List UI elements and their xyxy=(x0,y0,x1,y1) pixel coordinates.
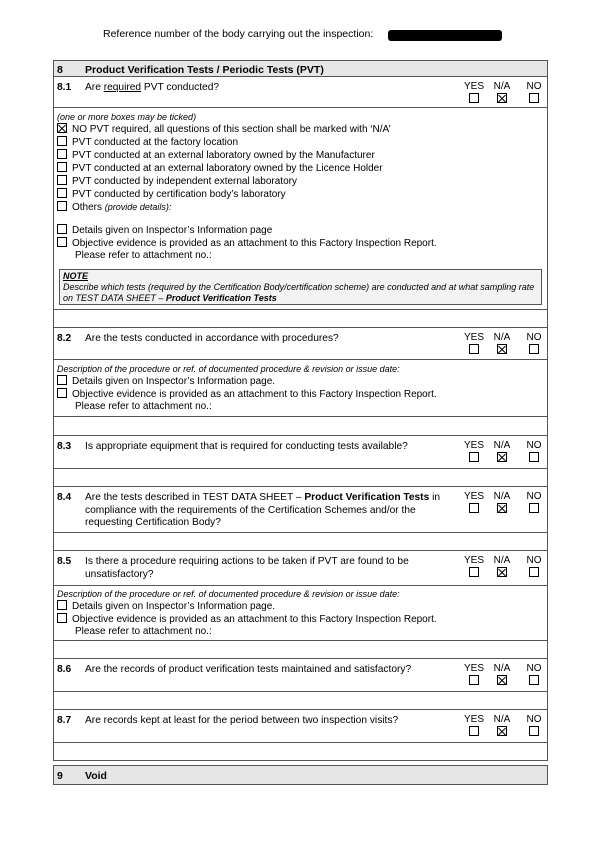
na-checkbox[interactable] xyxy=(497,567,507,577)
option-objective-evidence[interactable]: Objective evidence is provided as an attachment to this Factory Inspection Report. xyxy=(57,613,437,627)
option-objective-evidence[interactable]: Objective evidence is provided as an attachment to this Factory Inspection Report. xyxy=(57,388,437,402)
yes-checkbox[interactable] xyxy=(469,344,479,354)
na-checkbox[interactable] xyxy=(497,452,507,462)
attachment-reference: Please refer to attachment no.: xyxy=(75,250,212,261)
option-cb-lab[interactable]: PVT conducted by certification body’s laboratory xyxy=(57,188,286,202)
section-number: 9 xyxy=(57,770,63,782)
section-9-header xyxy=(53,765,548,785)
no-option[interactable]: NO xyxy=(522,440,546,462)
question-number: 8.7 xyxy=(57,715,72,726)
checkbox[interactable] xyxy=(57,188,67,198)
reference-label: Reference number of the body carrying out the inspection: xyxy=(103,28,374,40)
checkbox[interactable] xyxy=(57,388,67,398)
attachment-reference: Please refer to attachment no.: xyxy=(75,626,212,637)
question-8-3 xyxy=(53,435,548,469)
checkbox[interactable] xyxy=(57,613,67,623)
option-others[interactable]: Others (provide details): xyxy=(57,201,171,215)
no-checkbox[interactable] xyxy=(529,503,539,513)
blank-row xyxy=(53,416,548,436)
option-manufacturer-lab[interactable]: PVT conducted at an external laboratory owned by the Manufacturer xyxy=(57,149,375,163)
yes-checkbox[interactable] xyxy=(469,567,479,577)
options-hint: (one or more boxes may be ticked) xyxy=(57,112,197,122)
checkbox[interactable] xyxy=(57,224,67,234)
blank-row xyxy=(53,640,548,659)
yes-checkbox[interactable] xyxy=(469,726,479,736)
no-checkbox[interactable] xyxy=(529,726,539,736)
blank-row xyxy=(53,309,548,328)
checkbox[interactable] xyxy=(57,600,67,610)
checkbox[interactable] xyxy=(57,162,67,172)
description-hint: Description of the procedure or ref. of documented procedure & revision or issue date: xyxy=(57,364,400,374)
no-checkbox[interactable] xyxy=(529,675,539,685)
na-checkbox[interactable] xyxy=(497,93,507,103)
blank-row xyxy=(53,691,548,710)
question-8-5 xyxy=(53,550,548,586)
yes-checkbox[interactable] xyxy=(469,675,479,685)
note-box: NOTE Describe which tests (required by the Certification Body/certification scheme) are conducted and at what sampling rate on TEST DATA SHEET – Product Verification Tests xyxy=(59,269,542,305)
attachment-reference: Please refer to attachment no.: xyxy=(75,401,212,412)
no-checkbox[interactable] xyxy=(529,567,539,577)
yes-checkbox[interactable] xyxy=(469,452,479,462)
checkbox[interactable] xyxy=(57,375,67,385)
question-number: 8.3 xyxy=(57,441,72,452)
no-checkbox[interactable] xyxy=(529,452,539,462)
option-factory[interactable]: PVT conducted at the factory location xyxy=(57,136,238,150)
option-independent-lab[interactable]: PVT conducted by independent external laboratory xyxy=(57,175,297,189)
section-number: 8 xyxy=(57,64,63,76)
na-checkbox[interactable] xyxy=(497,675,507,685)
na-option[interactable]: N/A xyxy=(490,663,514,685)
checkbox[interactable] xyxy=(57,237,67,247)
question-8-1 xyxy=(53,76,548,108)
option-details[interactable]: Details given on Inspector’s Information page. xyxy=(57,375,275,389)
yes-option[interactable]: YES xyxy=(462,714,486,736)
question-8-1-details xyxy=(53,107,548,310)
no-option[interactable]: NO xyxy=(522,555,546,577)
question-text: Is appropriate equipment that is required for conducting tests available? xyxy=(85,441,408,452)
checkbox[interactable] xyxy=(57,201,67,211)
yes-option[interactable]: YES xyxy=(462,81,486,103)
yes-option[interactable]: YES xyxy=(462,663,486,685)
blank-row xyxy=(53,742,548,761)
question-8-2-details xyxy=(53,359,548,417)
question-text: Are the tests described in TEST DATA SHEET – Product Verification Tests in compliance with the requirements of the Certification Schemes and/or the requesting Certification Body? xyxy=(85,492,440,528)
na-option[interactable]: N/A xyxy=(490,491,514,513)
question-number: 8.2 xyxy=(57,333,72,344)
question-text: Are the records of product verification tests maintained and satisfactory? xyxy=(85,664,412,675)
option-licence-holder-lab[interactable]: PVT conducted at an external laboratory owned by the Licence Holder xyxy=(57,162,383,176)
no-checkbox[interactable] xyxy=(529,344,539,354)
no-option[interactable]: NO xyxy=(522,332,546,354)
na-checkbox[interactable] xyxy=(497,503,507,513)
question-8-6 xyxy=(53,658,548,692)
option-details[interactable]: Details given on Inspector’s Information page. xyxy=(57,600,275,614)
na-checkbox[interactable] xyxy=(497,726,507,736)
question-8-5-details xyxy=(53,585,548,641)
question-8-4 xyxy=(53,486,548,533)
no-checkbox[interactable] xyxy=(529,93,539,103)
no-option[interactable]: NO xyxy=(522,81,546,103)
na-option[interactable]: N/A xyxy=(490,555,514,577)
option-details[interactable]: Details given on Inspector’s Information page xyxy=(57,224,272,238)
na-checkbox[interactable] xyxy=(497,344,507,354)
section-title: Product Verification Tests / Periodic Tests (PVT) xyxy=(85,64,324,76)
na-option[interactable]: N/A xyxy=(490,714,514,736)
checkbox[interactable] xyxy=(57,136,67,146)
section-title: Void xyxy=(85,770,107,782)
question-text: Are required PVT conducted? xyxy=(85,82,220,93)
no-option[interactable]: NO xyxy=(522,714,546,736)
description-hint: Description of the procedure or ref. of documented procedure & revision or issue date: xyxy=(57,589,400,599)
question-number: 8.5 xyxy=(57,556,72,567)
na-option[interactable]: N/A xyxy=(490,332,514,354)
na-option[interactable]: N/A xyxy=(490,440,514,462)
redacted-reference-number xyxy=(388,30,502,41)
blank-row xyxy=(53,532,548,551)
no-option[interactable]: NO xyxy=(522,663,546,685)
option-no-pvt[interactable]: NO PVT required, all questions of this section shall be marked with ‘N/A’ xyxy=(57,123,391,137)
checkbox[interactable] xyxy=(57,123,67,133)
no-option[interactable]: NO xyxy=(522,491,546,513)
question-number: 8.1 xyxy=(57,82,72,93)
checkbox[interactable] xyxy=(57,175,67,185)
na-option[interactable]: N/A xyxy=(490,81,514,103)
yes-option[interactable]: YES xyxy=(462,332,486,354)
section-8-header xyxy=(53,60,548,77)
question-8-2 xyxy=(53,327,548,360)
option-objective-evidence[interactable]: Objective evidence is provided as an attachment to this Factory Inspection Report. xyxy=(57,237,437,251)
question-text: Is there a procedure requiring actions to be taken if PVT are found to be unsatisfactory? xyxy=(85,556,409,580)
yes-option[interactable]: YES xyxy=(462,491,486,513)
yes-option[interactable]: YES xyxy=(462,555,486,577)
checkbox[interactable] xyxy=(57,149,67,159)
question-text: Are records kept at least for the period between two inspection visits? xyxy=(85,715,399,726)
yes-checkbox[interactable] xyxy=(469,93,479,103)
blank-row xyxy=(53,468,548,487)
question-text: Are the tests conducted in accordance with procedures? xyxy=(85,333,339,344)
question-number: 8.4 xyxy=(57,492,72,503)
question-8-7 xyxy=(53,709,548,743)
yes-checkbox[interactable] xyxy=(469,503,479,513)
question-number: 8.6 xyxy=(57,664,72,675)
yes-option[interactable]: YES xyxy=(462,440,486,462)
